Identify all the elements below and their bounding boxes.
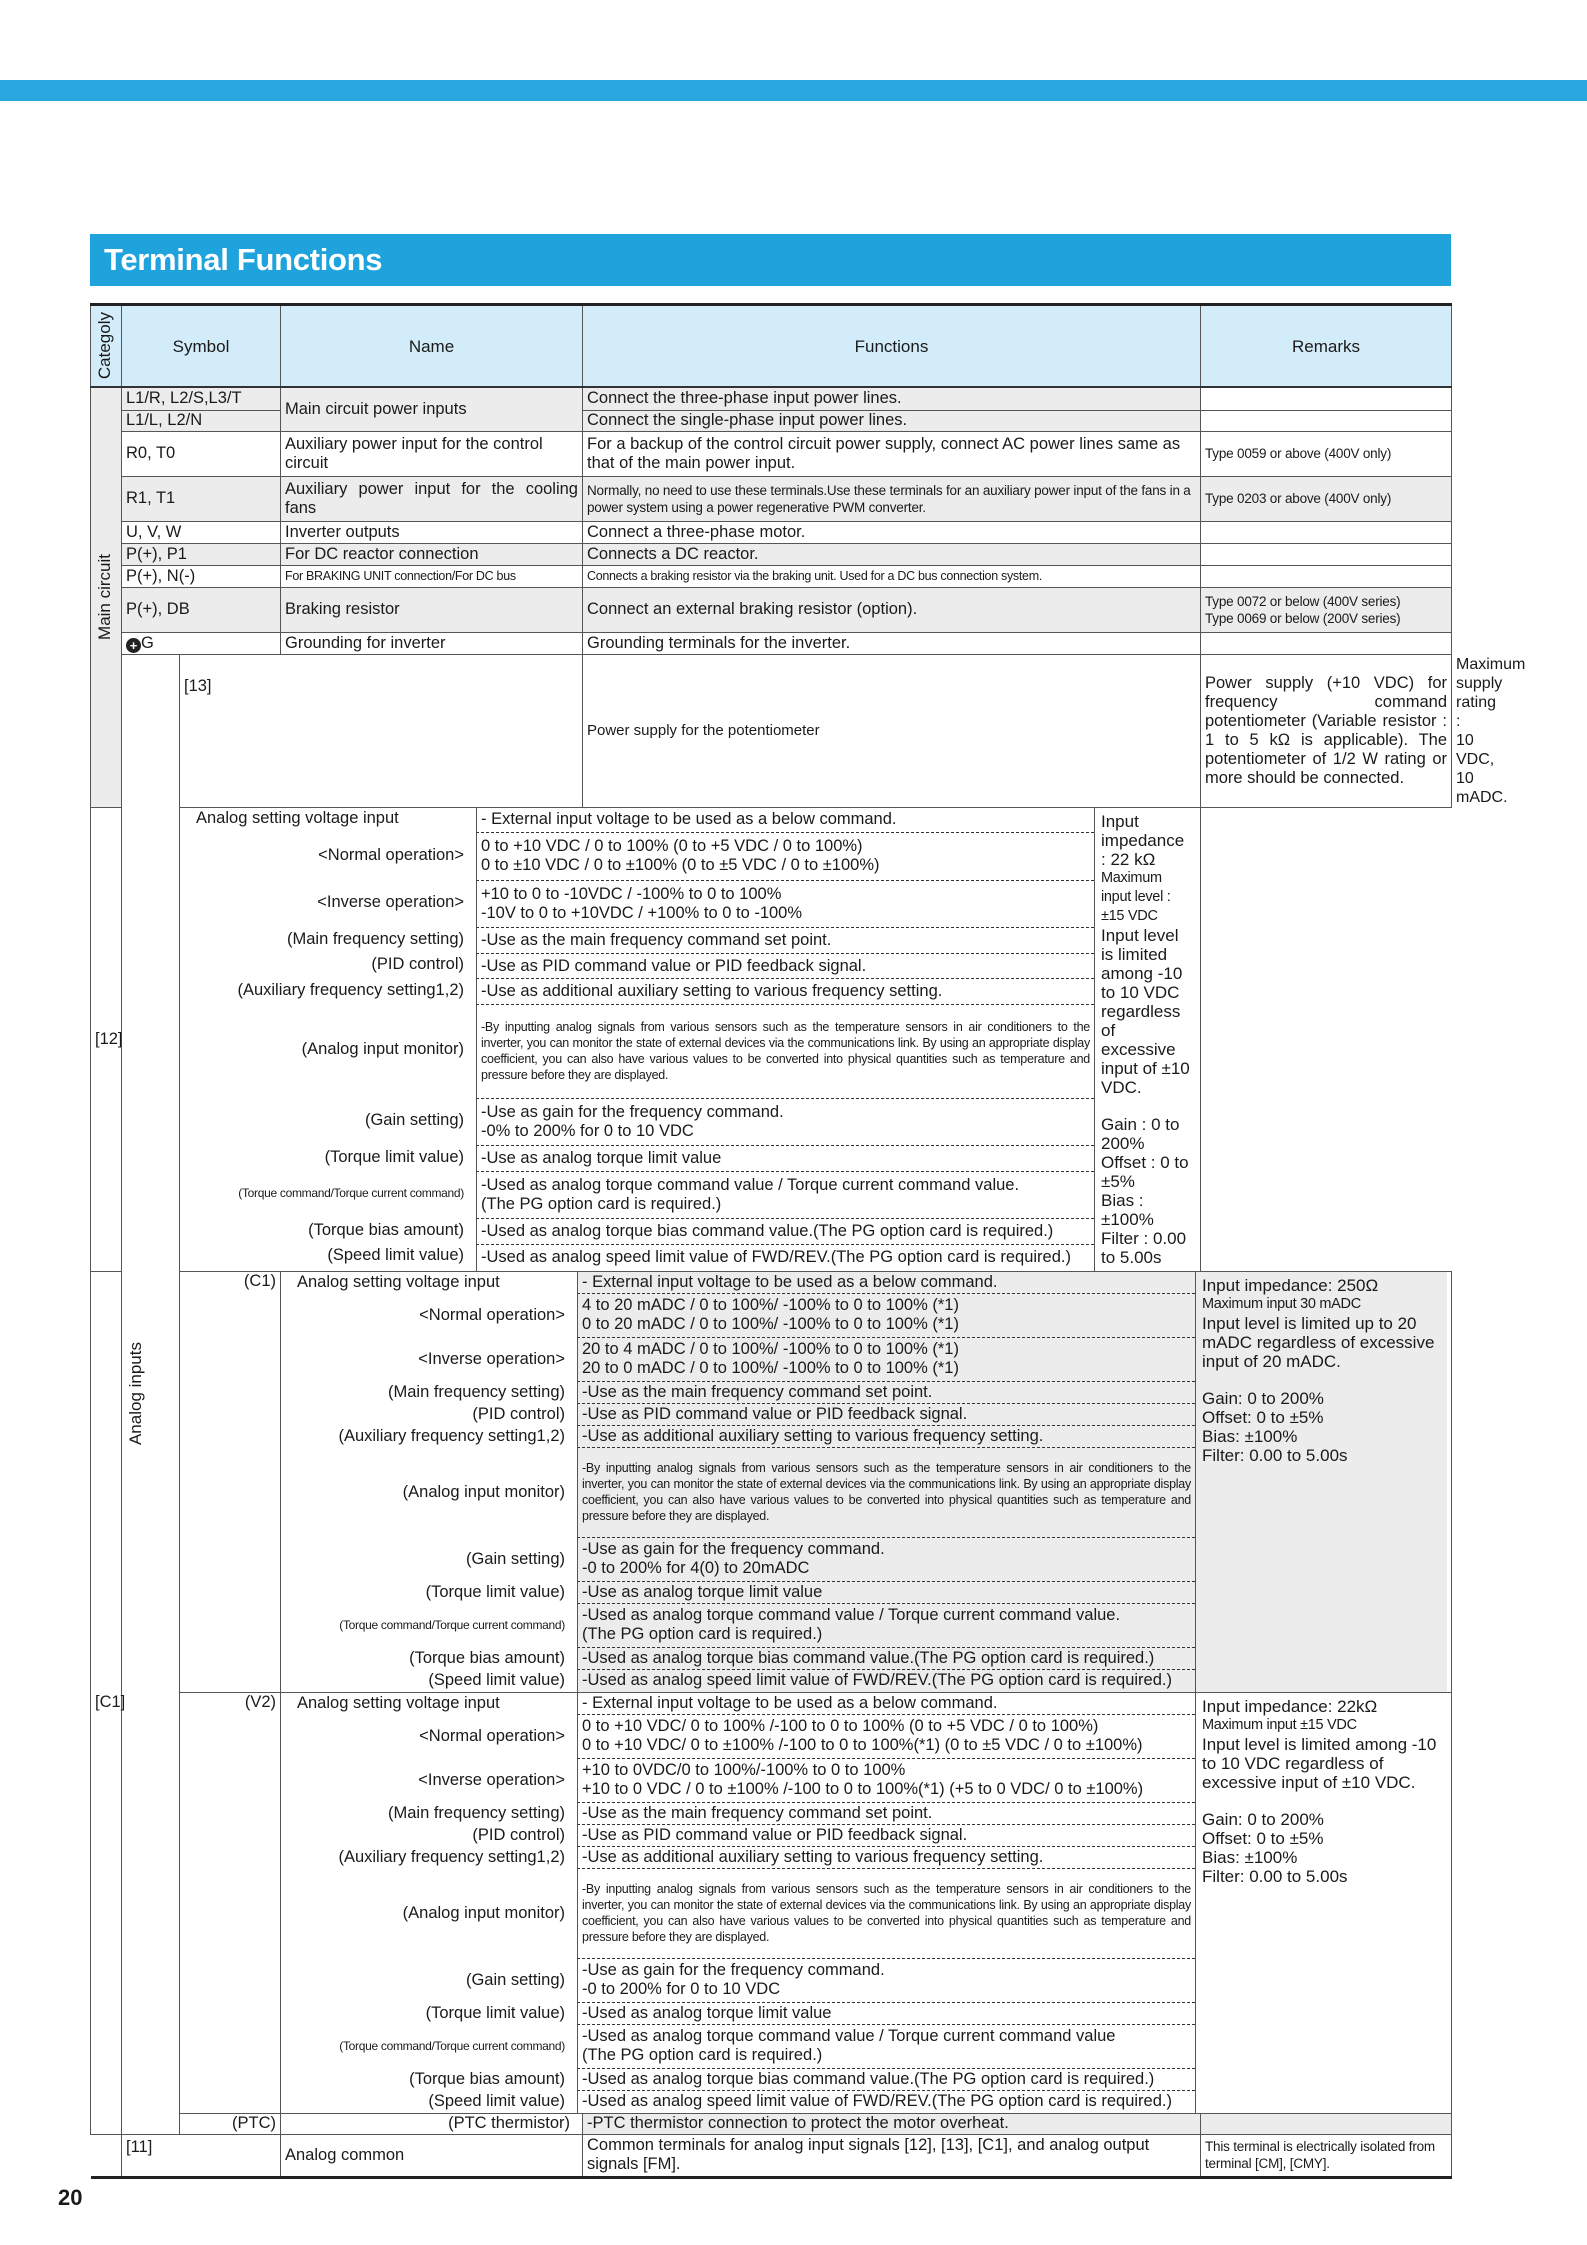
symbol-cell: P(+), P1 xyxy=(122,543,281,565)
section-title: Terminal Functions xyxy=(90,234,1451,286)
function-line: -Used as analog speed limit value of FWD/REV.(The PG option card is required.) xyxy=(582,2092,1172,2110)
remarks-line: Type 0069 or below (200V series) xyxy=(1205,610,1401,626)
function-cell xyxy=(577,1294,1195,1338)
header-functions: Functions xyxy=(583,305,1201,388)
sub-symbol-cell: (V2) xyxy=(180,1692,281,2113)
remarks-line: Filter: 0.00 to 5.00s xyxy=(1202,1866,1348,1886)
remarks-cell: This terminal is electrically isolated from terminal [CM], [CMY]. xyxy=(1201,2134,1452,2177)
function-cell: Grounding terminals for the inverter. xyxy=(583,632,1201,654)
remarks-line xyxy=(1202,1371,1441,1389)
function-cell xyxy=(476,979,1094,1005)
function-cell: For a backup of the control circuit power supply, connect AC power lines same as that of the main power input. xyxy=(583,431,1201,476)
function-line: (The PG option card is required.) xyxy=(582,2046,823,2064)
function-cell xyxy=(476,1219,1094,1245)
name-cell: Braking resistor xyxy=(281,587,583,632)
function-cell xyxy=(476,833,1094,881)
remarks-cell xyxy=(1195,1693,1447,2113)
section-grid xyxy=(285,1693,1447,2113)
table-row xyxy=(91,521,1452,543)
function-line: -Use as additional auxiliary setting to various frequency setting. xyxy=(582,1847,1044,1866)
function-cell xyxy=(577,1825,1195,1847)
function-line: 4 to 20 mADC / 0 to 100%/ -100% to 0 to 100% (*1) xyxy=(582,1296,959,1314)
function-line: -Used as analog torque limit value xyxy=(582,2003,832,2022)
function-cell xyxy=(476,1099,1094,1147)
function-cell xyxy=(476,1146,1094,1172)
symbol-cell: [C1] xyxy=(91,1271,122,2134)
table-row xyxy=(91,431,1452,476)
table-row xyxy=(91,807,1452,1271)
function-line: -Used as analog speed limit value of FWD/REV.(The PG option card is required.) xyxy=(481,1248,1071,1267)
symbol-cell: [11] xyxy=(122,2134,281,2177)
symbol-cell: U, V, W xyxy=(122,521,281,543)
function-cell xyxy=(476,928,1094,954)
name-cell: (PTC thermistor) xyxy=(281,2113,583,2134)
function-line: 0 to +10 VDC / 0 to 100% (0 to +5 VDC / 0 to 100%) xyxy=(481,837,863,856)
function-cell xyxy=(476,1172,1094,1220)
function-cell: Connect an external braking resistor (option). xyxy=(583,587,1201,632)
function-cell xyxy=(476,881,1094,929)
name-cell: Analog setting voltage input xyxy=(196,809,399,827)
function-line: (The PG option card is required.) xyxy=(481,1195,722,1214)
function-line: -Use as the main frequency command set point. xyxy=(582,1803,933,1822)
function-cell xyxy=(577,1670,1195,1692)
name-cell: <Normal operation> xyxy=(318,845,464,864)
name-cell: (Auxiliary frequency setting1,2) xyxy=(285,1426,577,1448)
header-name: Name xyxy=(281,305,583,388)
function-cell xyxy=(577,1803,1195,1825)
section-c1 xyxy=(281,1271,1452,1692)
name-cell: Analog common xyxy=(281,2134,583,2177)
table-row xyxy=(91,587,1452,632)
name-cell: (Speed limit value) xyxy=(428,2092,565,2110)
function-line: -Use as the main frequency command set point. xyxy=(481,931,832,950)
name-cell: (Gain setting) xyxy=(285,1538,577,1582)
function-line: 20 to 4 mADC / 0 to 100%/ -100% to 0 to 100% (*1) xyxy=(582,1340,959,1358)
sub-symbol-cell: (PTC) xyxy=(180,2113,281,2134)
name-cell: (PID control) xyxy=(371,955,464,974)
remarks-line: Gain: 0 to 200% xyxy=(1202,1388,1324,1408)
remarks-cell xyxy=(1201,387,1452,410)
name-cell: (PID control) xyxy=(472,1826,565,1844)
function-text: -By inputting analog signals from various sensors such as the temperature sensors in air conditioners to the inverter, you can monitor the state of external devices via the communications link. By using an appropriate display coefficient, you can also have various values to be converted into physical quantities such as temperature and pressure before they are displayed. xyxy=(582,1461,1191,1523)
name-cell: (Torque command/Torque current command) xyxy=(238,1186,464,1201)
remarks-cell xyxy=(1201,543,1452,565)
section-grid xyxy=(285,1272,1447,1692)
remarks-cell xyxy=(1201,521,1452,543)
remarks-line xyxy=(1202,1792,1441,1810)
name-cell: Analog setting voltage input xyxy=(285,1272,577,1294)
function-cell xyxy=(577,1538,1195,1582)
header-remarks: Remarks xyxy=(1201,305,1452,388)
symbol-cell: R0, T0 xyxy=(122,431,281,476)
function-cell: Normally, no need to use these terminals.Use these terminals for an auxiliary power input of the fans in a power system using a power regenerative PWM converter. xyxy=(583,476,1201,521)
header-category: Categoly xyxy=(91,305,122,388)
name-cell: (Gain setting) xyxy=(364,1111,464,1130)
category-analog-inputs: Analog inputs xyxy=(122,654,180,2134)
function-line: -Use as gain for the frequency command. xyxy=(481,1102,784,1121)
name-cell: <Inverse operation> xyxy=(317,893,464,912)
name-cell: (Main frequency setting) xyxy=(287,929,464,948)
name-cell: (Torque bias amount) xyxy=(308,1220,464,1239)
name-cell: <Normal operation> xyxy=(285,1294,577,1338)
name-cell: Inverter outputs xyxy=(281,521,583,543)
function-cell xyxy=(577,1847,1195,1869)
function-line: -Use as analog torque limit value xyxy=(582,1582,823,1601)
remarks-line: Maximum input level : ±15 VDC xyxy=(1101,869,1171,924)
function-cell xyxy=(577,1272,1195,1294)
ground-plus-icon: + xyxy=(126,638,141,653)
function-text: -By inputting analog signals from various sensors such as the temperature sensors in air conditioners to the inverter, you can monitor the state of external devices via the communications link. By using an appropriate display coefficient, you can also have various values to be converted into physical quantities such as temperature and pressure before they are displayed. xyxy=(481,1020,1090,1083)
name-cell: (PID control) xyxy=(285,1404,577,1426)
remarks-cell xyxy=(1201,2113,1452,2134)
function-line: -Used as analog torque bias command value.(The PG option card is required.) xyxy=(582,2069,1155,2088)
function-line: -Use as the main frequency command set point. xyxy=(582,1382,933,1401)
remarks-cell: Type 0203 or above (400V only) xyxy=(1201,476,1452,521)
remarks-line: Offset: 0 to ±5% xyxy=(1202,1828,1324,1848)
name-cell: For BRAKING UNIT connection/For DC bus xyxy=(281,565,583,587)
symbol-cell: P(+), DB xyxy=(122,587,281,632)
symbol-cell: [13] xyxy=(180,654,583,807)
function-cell: Common terminals for analog input signals [12], [13], [C1], and analog output signals [FM]. xyxy=(583,2134,1201,2177)
function-line: -Used as analog torque bias command value.(The PG option card is required.) xyxy=(582,1648,1155,1667)
remarks-line: Type 0072 or below (400V series) xyxy=(1205,593,1401,609)
function-line: -0 to 200% for 4(0) to 20mADC xyxy=(582,1559,810,1577)
category-blank xyxy=(91,2134,122,2177)
table-row xyxy=(91,565,1452,587)
table-row xyxy=(91,476,1452,521)
remarks-cell: Type 0059 or above (400V only) xyxy=(1201,431,1452,476)
function-line: -Used as analog torque command value / Torque current command value xyxy=(582,2027,1116,2045)
function-cell xyxy=(577,1648,1195,1670)
name-cell: (Torque bias amount) xyxy=(285,1648,577,1670)
sub-symbol-cell: (C1) xyxy=(180,1271,281,1692)
function-line: -Used as analog speed limit value of FWD/REV.(The PG option card is required.) xyxy=(582,1671,1172,1689)
function-line: - External input voltage to be used as a below command. xyxy=(582,1693,998,1712)
function-cell xyxy=(577,1604,1195,1648)
name-cell: For DC reactor connection xyxy=(281,543,583,565)
remarks-line: Offset: 0 to ±5% xyxy=(1202,1407,1324,1427)
function-cell xyxy=(577,1404,1195,1426)
name-cell: Auxiliary power input for the cooling fans xyxy=(281,476,583,521)
function-line: -Use as additional auxiliary setting to various frequency setting. xyxy=(582,1426,1044,1445)
remarks-line: Gain : 0 to 200% xyxy=(1101,1114,1180,1153)
name-cell: (Torque bias amount) xyxy=(409,2070,565,2088)
remarks-cell xyxy=(1201,632,1452,654)
function-line: -Use as additional auxiliary setting to various frequency setting. xyxy=(481,982,943,1001)
function-cell: Connect the three-phase input power lines. xyxy=(583,387,1201,410)
symbol-cell: L1/L, L2/N xyxy=(122,410,281,431)
function-cell xyxy=(577,1338,1195,1382)
remarks-line: Bias : ±100% xyxy=(1101,1190,1154,1229)
remarks-cell xyxy=(1201,587,1452,632)
category-main-circuit: Main circuit xyxy=(91,387,122,807)
name-cell: (Torque command/Torque current command) xyxy=(339,2039,565,2053)
remarks-line: Input level is limited up to 20 mADC regardless of excessive input of 20 mADC. xyxy=(1202,1313,1435,1371)
name-cell: Analog setting voltage input xyxy=(297,1694,500,1712)
table-row xyxy=(91,1271,1452,1692)
function-cell xyxy=(476,1005,1094,1099)
function-cell xyxy=(577,1426,1195,1448)
name-cell: (Analog input monitor) xyxy=(301,1040,464,1059)
function-line: -Use as PID command value or PID feedback signal. xyxy=(582,1404,968,1423)
table-header-row xyxy=(91,305,1452,388)
function-cell: -PTC thermistor connection to protect the motor overheat. xyxy=(583,2113,1201,2134)
section-grid xyxy=(184,808,1196,1271)
function-cell xyxy=(577,1759,1195,1803)
function-cell xyxy=(577,1693,1195,1715)
function-line: +10 to 0 VDC / 0 to ±100% /-100 to 0 to 100%(*1) (+5 to 0 VDC/ 0 to ±100%) xyxy=(582,1780,1144,1798)
function-cell xyxy=(577,1382,1195,1404)
function-cell: Connect the single-phase input power lines. xyxy=(583,410,1201,431)
remarks-line: Filter: 0.00 to 5.00s xyxy=(1202,1445,1348,1465)
name-cell: (Torque limit value) xyxy=(425,2004,565,2022)
function-cell xyxy=(577,1582,1195,1604)
remarks-line: Input impedance: 22kΩ xyxy=(1202,1696,1378,1716)
function-line: -Used as analog torque command value / Torque current command value. xyxy=(481,1176,1020,1195)
remarks-cell xyxy=(1094,808,1196,1271)
remarks-line: Filter : 0.00 to 5.00s xyxy=(1101,1228,1187,1267)
name-cell: (Auxiliary frequency setting1,2) xyxy=(237,980,464,999)
remarks-cell xyxy=(1195,1272,1447,1692)
remarks-line xyxy=(1101,1097,1190,1115)
function-line: -0% to 200% for 0 to 10 VDC xyxy=(481,1121,694,1140)
name-cell: (Speed limit value) xyxy=(285,1670,577,1692)
function-cell: Power supply (+10 VDC) for frequency command potentiometer (Variable resistor : 1 to 5 kΩ is applicable). The potentiometer of 1/2 W rating or more should be connected. xyxy=(1201,654,1452,807)
remarks-line: Input level is limited among -10 to 10 VDC regardless of excessive input of ±10 VDC. xyxy=(1202,1734,1437,1792)
name-cell: Power supply for the potentiometer xyxy=(583,654,1201,807)
terminal-functions-table xyxy=(90,303,1526,2179)
name-cell: (Analog input monitor) xyxy=(285,1448,577,1538)
name-cell: (Torque command/Torque current command) xyxy=(285,1604,577,1648)
top-accent-bar xyxy=(0,80,1587,101)
function-line: 0 to ±10 VDC / 0 to ±100% (0 to ±5 VDC / 0 to ±100%) xyxy=(481,856,880,875)
name-cell: <Inverse operation> xyxy=(418,1771,565,1789)
symbol-cell: + G xyxy=(122,632,281,654)
remarks-line: Bias: ±100% xyxy=(1202,1847,1298,1867)
name-cell: (Main frequency setting) xyxy=(285,1382,577,1404)
function-cell xyxy=(577,1448,1195,1538)
function-cell xyxy=(577,1959,1195,2003)
name-cell: (Analog input monitor) xyxy=(402,1904,565,1922)
name-cell: (Main frequency setting) xyxy=(388,1804,565,1822)
remarks-line: Gain: 0 to 200% xyxy=(1202,1809,1324,1829)
table-row xyxy=(91,2113,1452,2134)
symbol-cell: P(+), N(-) xyxy=(122,565,281,587)
function-cell xyxy=(476,954,1094,980)
function-cell xyxy=(577,2069,1195,2091)
function-line: 0 to +10 VDC/ 0 to 100% /-100 to 0 to 100% (0 to +5 VDC / 0 to 100%) xyxy=(582,1717,1099,1735)
remarks-line: Maximum input 30 mADC xyxy=(1202,1295,1361,1312)
function-cell: Connects a braking resistor via the braking unit. Used for a DC bus connection system. xyxy=(583,565,1201,587)
table-row xyxy=(91,632,1452,654)
function-line: +10 to 0VDC/0 to 100%/-100% to 0 to 100% xyxy=(582,1761,906,1779)
name-cell: (Speed limit value) xyxy=(327,1246,464,1265)
function-cell: Connect a three-phase motor. xyxy=(583,521,1201,543)
function-line: 20 to 0 mADC / 0 to 100%/ -100% to 0 to 100% (*1) xyxy=(582,1359,959,1377)
name-cell: Main circuit power inputs xyxy=(281,387,583,431)
function-cell xyxy=(476,808,1094,834)
function-line: -Used as analog torque command value / Torque current command value. xyxy=(582,1606,1121,1624)
function-line: -Use as gain for the frequency command. xyxy=(582,1961,885,1979)
function-line: (The PG option card is required.) xyxy=(582,1625,823,1643)
function-line: -0 to 200% for 0 to 10 VDC xyxy=(582,1980,781,1998)
remarks-line: Maximum input ±15 VDC xyxy=(1202,1716,1357,1733)
function-line: - External input voltage to be used as a below command. xyxy=(582,1272,998,1291)
function-cell: Connects a DC reactor. xyxy=(583,543,1201,565)
function-cell xyxy=(577,1869,1195,1959)
name-cell: (Torque limit value) xyxy=(324,1147,464,1166)
name-cell: <Normal operation> xyxy=(419,1727,565,1745)
section-t12 xyxy=(180,807,1201,1271)
function-line: -Use as gain for the frequency command. xyxy=(582,1540,885,1558)
function-cell xyxy=(577,2003,1195,2025)
function-line: - External input voltage to be used as a below command. xyxy=(481,810,897,829)
table-row xyxy=(91,1692,1452,2113)
name-cell: <Inverse operation> xyxy=(285,1338,577,1382)
function-line: -Use as PID command value or PID feedback signal. xyxy=(582,1825,968,1844)
name-cell: Auxiliary power input for the control circuit xyxy=(281,431,583,476)
function-text: -By inputting analog signals from various sensors such as the temperature sensors in air conditioners to the inverter, you can monitor the state of external devices via the communications link. By using an appropriate display coefficient, you can also have various values to be converted into physical quantities such as temperature and pressure before they are displayed. xyxy=(582,1882,1191,1944)
function-cell xyxy=(577,2091,1195,2113)
remarks-line: Input impedance: 250Ω xyxy=(1202,1275,1379,1295)
page-number: 20 xyxy=(58,2185,83,2210)
function-cell xyxy=(476,1245,1094,1271)
remarks-cell xyxy=(1201,410,1452,431)
name-cell: (Gain setting) xyxy=(465,1971,565,1989)
remarks-cell xyxy=(1201,565,1452,587)
table-row xyxy=(91,543,1452,565)
name-cell: (Auxiliary frequency setting1,2) xyxy=(338,1848,565,1866)
symbol-cell: [12] xyxy=(91,807,180,1271)
function-line: -Use as PID command value or PID feedback signal. xyxy=(481,956,867,975)
name-cell: Grounding for inverter xyxy=(281,632,583,654)
function-line: -Use as analog torque limit value xyxy=(481,1148,722,1167)
table-row xyxy=(91,2134,1452,2177)
symbol-cell: R1, T1 xyxy=(122,476,281,521)
remarks-line: Offset : 0 to ±5% xyxy=(1101,1152,1189,1191)
remarks-line: Bias: ±100% xyxy=(1202,1426,1298,1446)
symbol-cell: L1/R, L2/S,L3/T xyxy=(122,387,281,410)
table-row: Analog inputs [13] Power supply for the potentiometer Power supply (+10 VDC) for frequency command potentiometer (Variable resistor : 1 to 5 kΩ is applicable). The potentiometer of 1/2 W rating or more should be connected. Maximum supply rating : 10 VDC, 10 mADC. xyxy=(91,654,1452,807)
name-cell: (Torque limit value) xyxy=(285,1582,577,1604)
function-line: 0 to 20 mADC / 0 to 100%/ -100% to 0 to 100% (*1) xyxy=(582,1315,959,1333)
function-cell xyxy=(577,1715,1195,1759)
table-row xyxy=(91,387,1452,410)
function-line: -10V to 0 to +10VDC / +100% to 0 to -100% xyxy=(481,903,803,922)
section-v2 xyxy=(281,1692,1452,2113)
function-cell xyxy=(577,2025,1195,2069)
header-symbol: Symbol xyxy=(122,305,281,388)
function-line: 0 to +10 VDC/ 0 to ±100% /-100 to 0 to 100%(*1) (0 to ±5 VDC / 0 to ±100%) xyxy=(582,1736,1143,1754)
function-line: +10 to 0 to -10VDC / -100% to 0 to 100% xyxy=(481,884,782,903)
remarks-line: Input level is limited among -10 to 10 VDC regardless of excessive input of ±10 VDC. xyxy=(1101,925,1190,1097)
remarks-line: Input impedance : 22 kΩ xyxy=(1101,811,1185,869)
function-line: -Used as analog torque bias command value.(The PG option card is required.) xyxy=(481,1222,1054,1241)
